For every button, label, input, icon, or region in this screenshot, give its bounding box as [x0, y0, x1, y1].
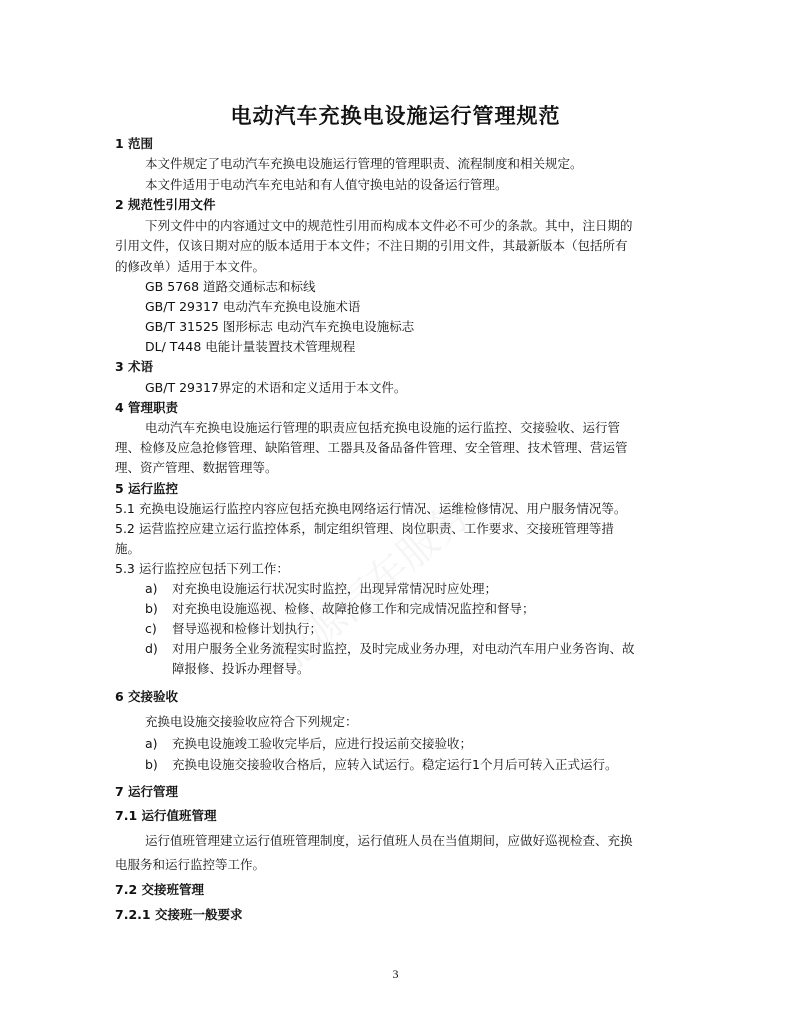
- section-2-paragraph-line: 的修改单）适用于本文件。: [115, 259, 266, 274]
- list-item: [145, 641, 635, 657]
- list-marker: a): [145, 736, 158, 751]
- section-6-heading: 6 交接验收: [115, 689, 179, 704]
- list-marker: b): [145, 757, 158, 772]
- list-item: [145, 757, 617, 773]
- clause-7-1-paragraph-line: 电服务和运行监控等工作。: [115, 857, 266, 872]
- list-item: [145, 621, 322, 637]
- list-item-text: 对充换电设施巡视、检修、故障抢修工作和完成情况监控和督导；: [172, 601, 535, 616]
- reference-item: GB/T 29317 电动汽车充换电设施术语: [145, 299, 361, 314]
- section-2-paragraph-line: 引用文件，仅该日期对应的版本适用于本文件；不注日期的引用文件，其最新版本（包括所有: [115, 238, 628, 253]
- list-marker: d): [145, 641, 158, 656]
- reference-item: GB 5768 道路交通标志和标线: [145, 279, 316, 294]
- section-5-heading: 5 运行监控: [115, 481, 179, 496]
- list-marker: b): [145, 601, 158, 616]
- list-item-text: 对充换电设施运行状况实时监控，出现异常情况时应处理；: [172, 581, 498, 596]
- list-item: [145, 736, 472, 752]
- document-title: 电动汽车充换电设施运行管理规范: [230, 104, 561, 128]
- section-2-paragraph-line: 下列文件中的内容通过文中的规范性引用而构成本文件必不可少的条款。其中，注日期的: [145, 218, 633, 233]
- section-4-paragraph-line: 理、资产管理、数据管理等。: [115, 460, 278, 475]
- section-6-paragraph: 充换电设施交接验收应符合下列规定：: [145, 714, 358, 729]
- section-3-heading: 3 术语: [115, 359, 154, 374]
- clause-7-2-heading: 7.2 交接班管理: [115, 882, 204, 897]
- list-item-text: 督导巡视和检修计划执行；: [172, 621, 323, 636]
- clause-5-2-line: 施。: [115, 541, 141, 556]
- section-7-heading: 7 运行管理: [115, 784, 179, 799]
- list-item-continuation: 障报修、投诉办理督导。: [172, 661, 310, 676]
- section-4-heading: 4 管理职责: [115, 400, 179, 415]
- list-item-text: 充换电设施竣工验收完毕后，应进行投运前交接验收；: [172, 736, 473, 751]
- section-1-paragraph: 本文件适用于电动汽车充电站和有人值守换电站的设备运行管理。: [145, 177, 508, 192]
- clause-7-1-heading: 7.1 运行值班管理: [115, 808, 217, 823]
- page-number: 3: [392, 967, 399, 981]
- clause-7-1-paragraph-line: 运行值班管理建立运行值班管理制度，运行值班人员在当值期间，应做好巡视检查、充换: [145, 833, 633, 848]
- section-4-paragraph-line: 理、检修及应急抢修管理、缺陷管理、工器具及备品备件管理、安全管理、技术管理、营运管: [115, 440, 628, 455]
- section-3-paragraph: GB/T 29317界定的术语和定义适用于本文件。: [145, 380, 407, 395]
- section-4-paragraph-line: 电动汽车充换电设施运行管理的职责应包括充换电设施的运行监控、交接验收、运行管: [145, 420, 621, 435]
- section-1-heading: 1 范围: [115, 136, 154, 151]
- reference-item: DL/ T448 电能计量装置技术管理规程: [145, 339, 356, 354]
- clause-5-2-line: 5.2 运营监控应建立运行监控体系，制定组织管理、岗位职责、工作要求、交接班管理等措: [115, 521, 614, 536]
- section-2-heading: 2 规范性引用文件: [115, 197, 216, 212]
- section-1-paragraph: 本文件规定了电动汽车充换电设施运行管理的管理职责、流程制度和相关规定。: [145, 156, 583, 171]
- list-item: [145, 581, 497, 597]
- clause-5-1: 5.1 充换电设施运行监控内容应包括充换电网络运行情况、运维检修情况、用户服务情况等。: [115, 501, 627, 516]
- list-item: [145, 601, 535, 617]
- reference-item: GB/T 31525 图形标志 电动汽车充换电设施标志: [145, 319, 415, 334]
- clause-5-3: 5.3 运行监控应包括下列工作：: [115, 561, 289, 576]
- list-marker: c): [145, 621, 157, 636]
- list-item-text: 对用户服务全业务流程实时监控，及时完成业务办理，对电动汽车用户业务咨询、故: [172, 641, 635, 656]
- list-marker: a): [145, 581, 158, 596]
- list-item-text: 充换电设施交接验收合格后，应转入试运行。稳定运行1个月后可转入正式运行。: [172, 757, 618, 772]
- clause-7-2-1-heading: 7.2.1 交接班一般要求: [115, 907, 243, 922]
